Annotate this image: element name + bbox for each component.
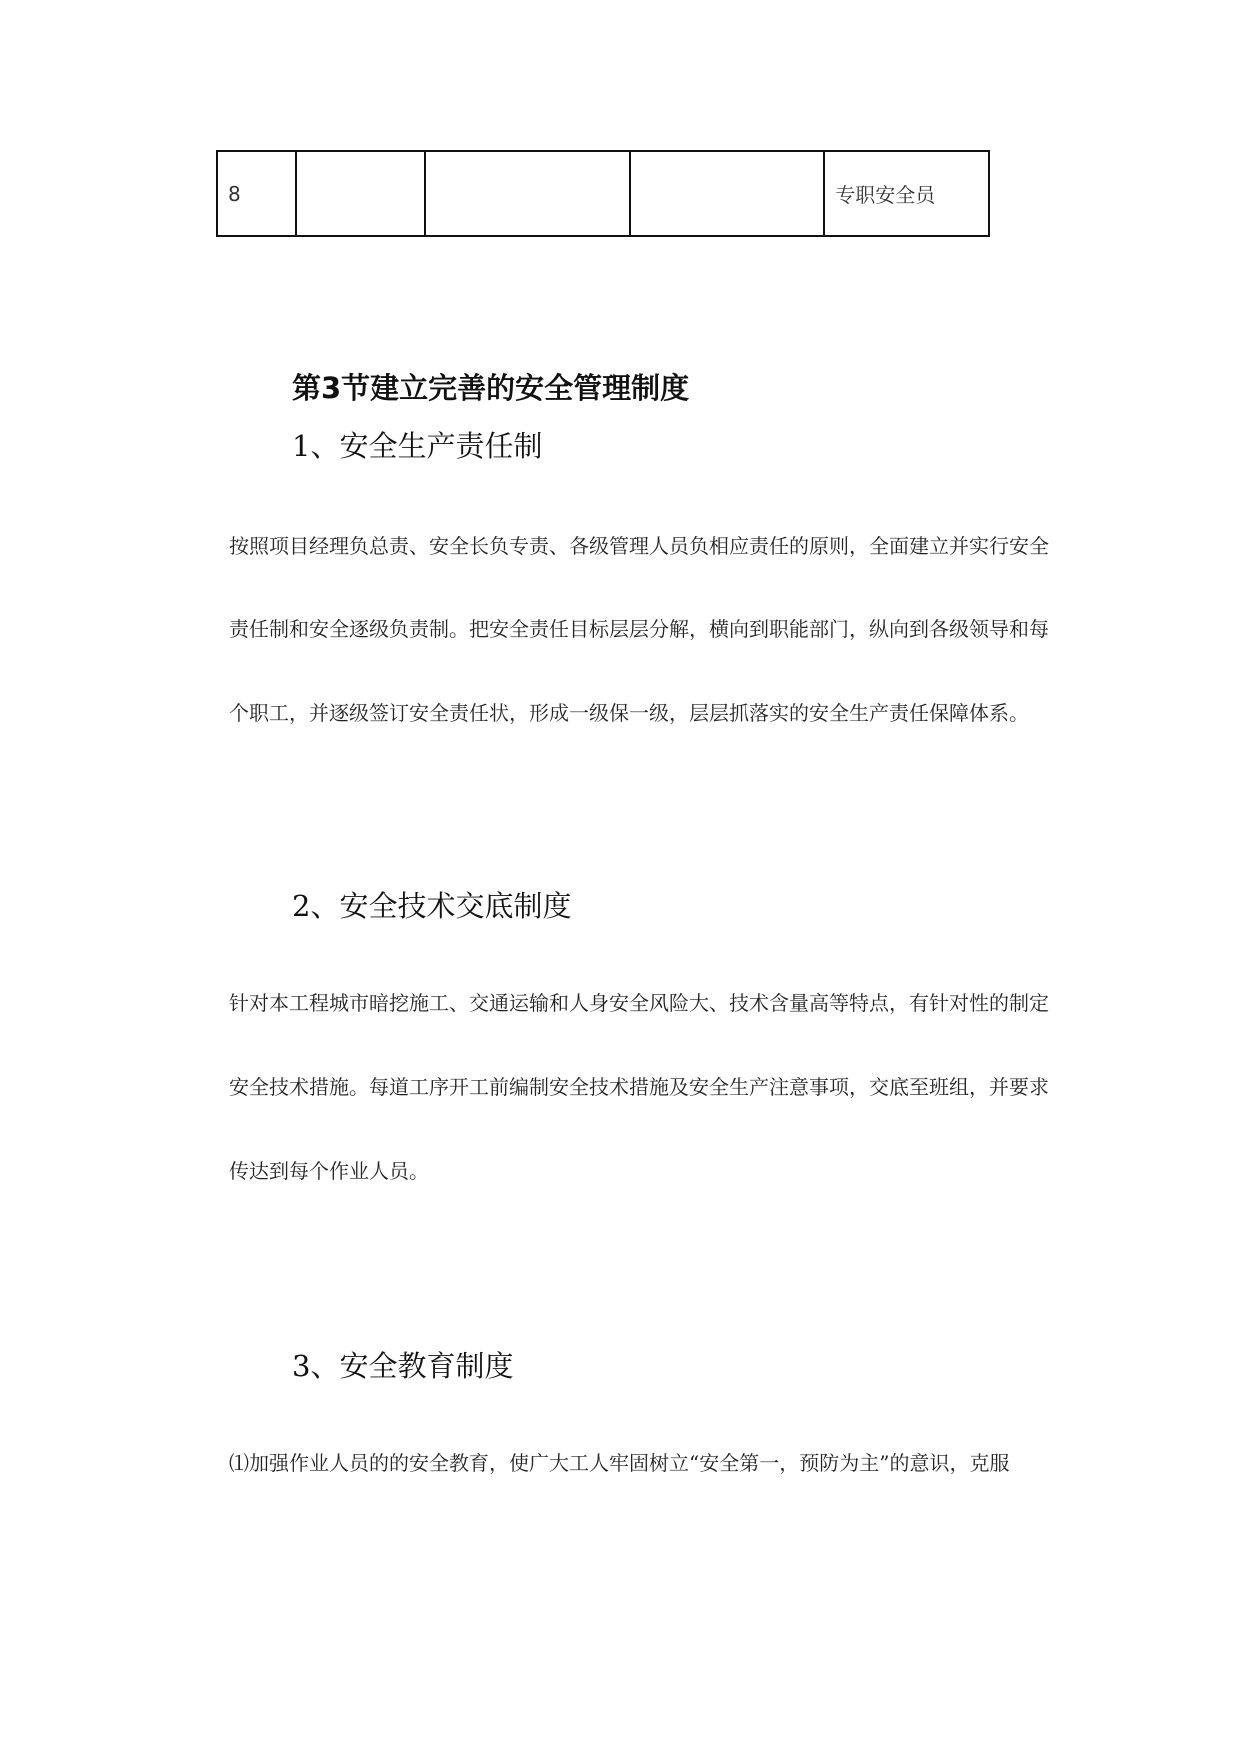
table-row [217,151,989,236]
item-heading: 3、安全教育制度 [292,1349,514,1383]
paragraph-line: 按照项目经理负总责、安全长负专责、各级管理人员负相应责任的原则，全面建立并实行安全 [229,534,1049,558]
paragraph-line: 个职工，并逐级签订安全责任状，形成一级保一级，层层抓落实的安全生产责任保障体系。 [229,701,1029,725]
paragraph-line: 安全技术措施。每道工序开工前编制安全技术措施及安全生产注意事项，交底至班组，并要求 [229,1075,1049,1099]
item-heading: 1、安全生产责任制 [292,429,543,463]
table-cell-number: 8 [217,151,296,236]
table-cell [630,151,825,236]
table-cell [425,151,630,236]
item-heading: 2、安全技术交底制度 [292,889,572,923]
table-cell-role: 专职安全员 [824,151,989,236]
section-title: 第3节建立完善的安全管理制度 [292,371,690,405]
table-cell [296,151,425,236]
staff-table [216,150,990,237]
paragraph-line: 责任制和安全逐级负责制。把安全责任目标层层分解，横向到职能部门，纵向到各级领导和每 [229,617,1049,641]
paragraph-line: ⑴加强作业人员的的安全教育，使广大工人牢固树立“安全第一，预防为主”的意识，克服 [229,1451,1010,1475]
paragraph-line: 针对本工程城市暗挖施工、交通运输和人身安全风险大、技术含量高等特点，有针对性的制定 [229,991,1049,1015]
paragraph-line: 传达到每个作业人员。 [229,1159,429,1183]
